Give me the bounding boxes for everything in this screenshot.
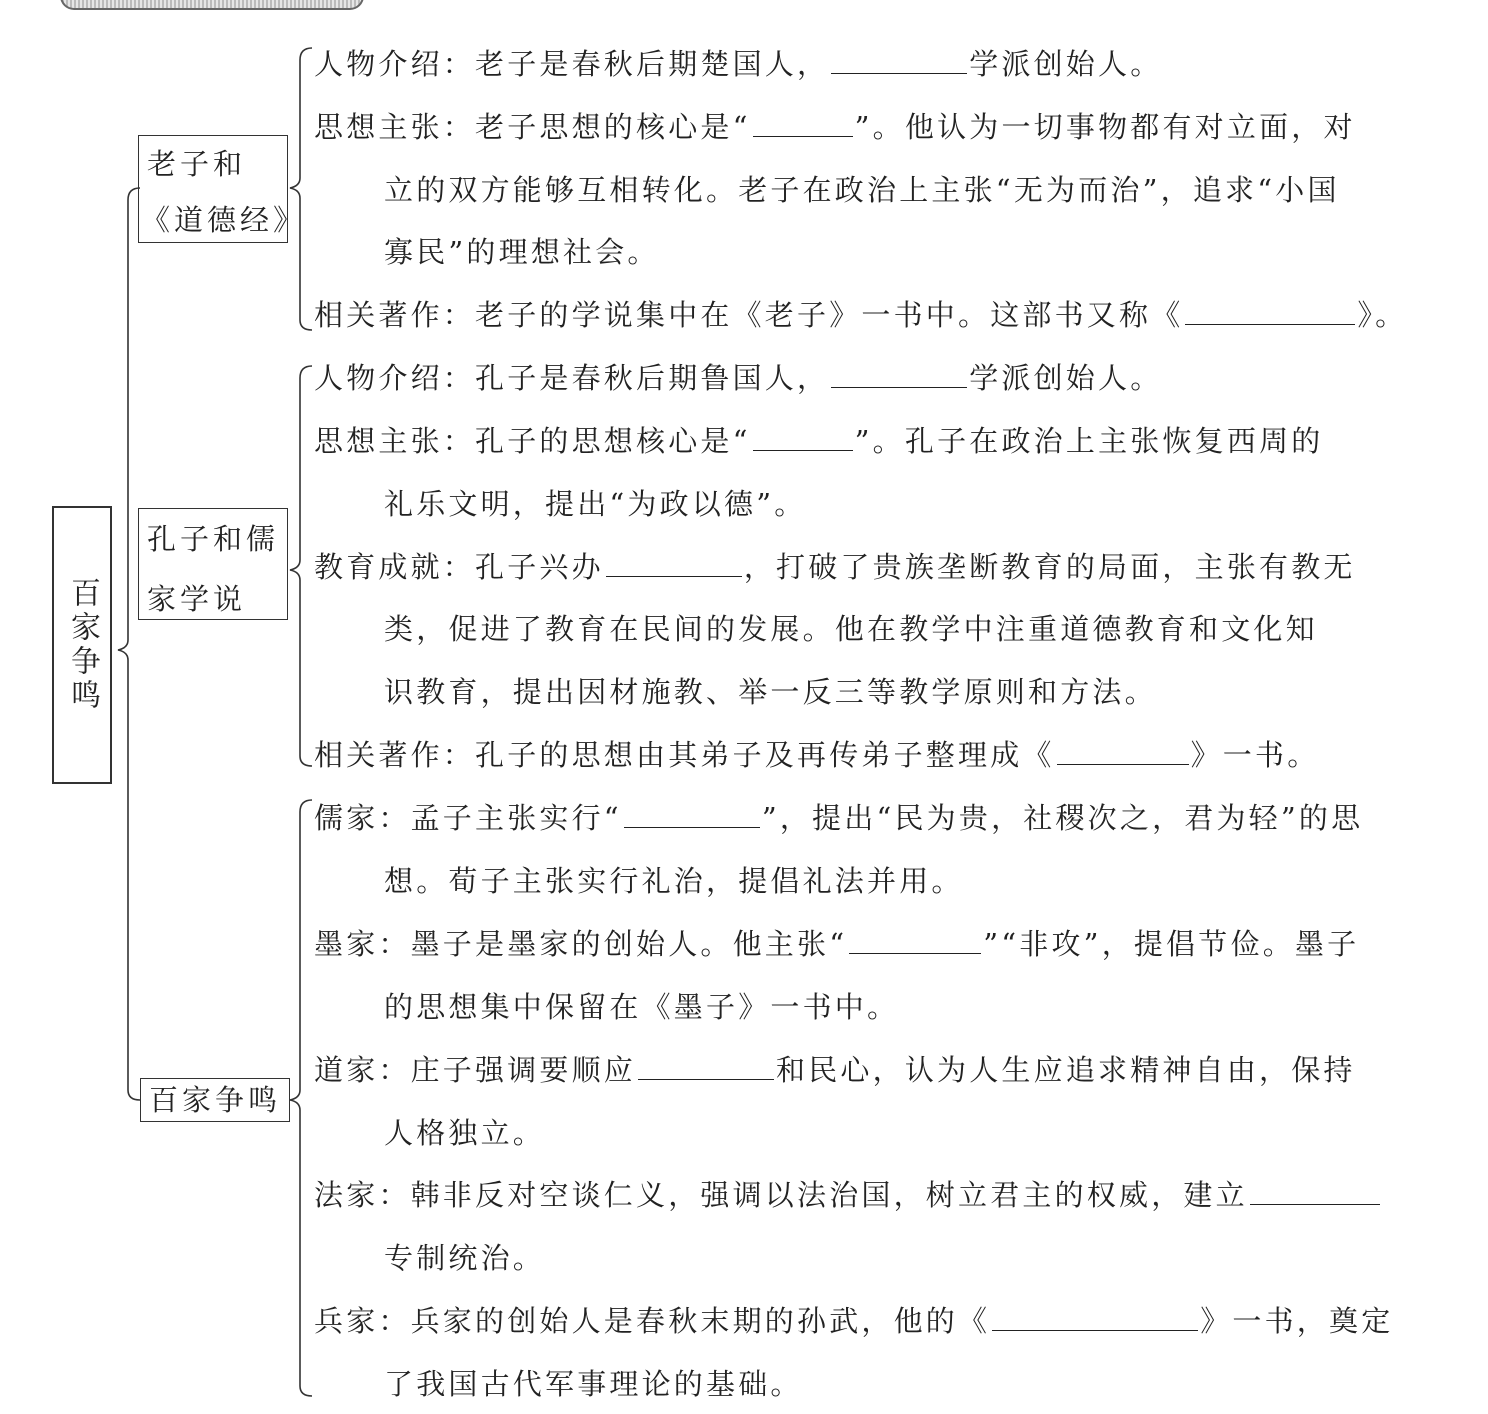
node-baijia [140,1078,290,1122]
kongzi-edu-line: 教育成就：孔子兴办 ，打破了贵族垄断教育的局面，主张有教无 [314,550,1356,584]
fajia-line-2: 专制统治。 [384,1241,546,1275]
fill-blank-kongzi-school[interactable] [831,363,967,388]
fill-blank-sunwu[interactable] [992,1306,1198,1331]
node-kongzi [138,508,288,620]
node-laozi [138,135,307,243]
fill-blank-laozi-core[interactable] [753,112,853,137]
branch1-brace [290,48,312,330]
fill-blank-laozi-school[interactable] [831,49,967,74]
fill-blank-laozi-book[interactable] [1185,300,1355,325]
fill-blank-kongzi-core[interactable] [753,426,853,451]
bingjia-line: 兵家：兵家的创始人是春秋末期的孙武，他的《 》一书，奠定 [314,1304,1394,1338]
fill-blank-mengzi[interactable] [624,803,760,828]
laozi-thought-line-3: 寡民”的理想社会。 [384,235,660,269]
fajia-line: 法家：韩非反对空谈仁义，强调以法治国，树立君主的权威，建立 [314,1177,1382,1213]
node-laozi-label-1: 老子和 [147,147,247,181]
laozi-intro-line: 人物介绍：老子是春秋后期楚国人， 学派创始人。 [314,47,1163,81]
laozi-thought-line-2: 立的双方能够互相转化。老子在政治上主张“无为而治”，追求“小国 [384,173,1340,207]
fill-blank-hanfei[interactable] [1250,1180,1380,1205]
fill-blank-zhuangzi[interactable] [638,1055,774,1080]
fill-blank-kongzi-school-founded[interactable] [606,552,742,577]
node-kongzi-label-1: 孔子和儒 [147,522,280,556]
kongzi-edu-line-3: 识教育，提出因材施教、举一反三等教学原则和方法。 [384,675,1157,709]
branch2-brace [290,366,312,766]
daojia-line-2: 人格独立。 [384,1116,546,1150]
rujia-line-2: 想。荀子主张实行礼治，提倡礼法并用。 [384,864,964,898]
root-node [52,506,112,784]
node-laozi-label-2: 《道德经》 [141,203,307,237]
node-baijia-label: 百家争鸣 [149,1083,282,1117]
daojia-line: 道家：庄子强调要顺应 和民心，认为人生应追求精神自由，保持 [314,1053,1356,1087]
laozi-thought-line: 思想主张：老子思想的核心是“ ”。他认为一切事物都有对立面，对 [314,110,1356,144]
root-brace [118,188,140,1100]
kongzi-edu-line-2: 类，促进了教育在民间的发展。他在教学中注重道德教育和文化知 [384,612,1318,646]
kongzi-works-line: 相关著作：孔子的思想由其弟子及再传弟子整理成《 》一书。 [314,738,1320,772]
node-kongzi-label-2: 家学说 [147,582,247,616]
branch3-brace [290,800,312,1396]
fill-blank-kongzi-book[interactable] [1057,740,1189,765]
kongzi-thought-line: 思想主张：孔子的思想核心是“ ”。孔子在政治上主张恢复西周的 [314,424,1324,458]
header-decoration [60,0,364,10]
root-label: 百家争鸣 [65,577,100,713]
kongzi-intro-line: 人物介绍：孔子是春秋后期鲁国人， 学派创始人。 [314,361,1163,395]
laozi-works-line: 相关著作：老子的学说集中在《老子》一书中。这部书又称《 》。 [314,298,1408,332]
fill-blank-mozi[interactable] [849,929,981,954]
bingjia-line-2: 了我国古代军事理论的基础。 [384,1367,803,1401]
mojia-line-2: 的思想集中保留在《墨子》一书中。 [384,990,900,1024]
kongzi-thought-line-2: 礼乐文明，提出“为政以德”。 [384,487,807,521]
rujia-line: 儒家：孟子主张实行“ ”，提出“民为贵，社稷次之，君为轻”的思 [314,801,1364,835]
mojia-line: 墨家：墨子是墨家的创始人。他主张“ ”“非攻”，提倡节俭。墨子 [314,927,1360,961]
